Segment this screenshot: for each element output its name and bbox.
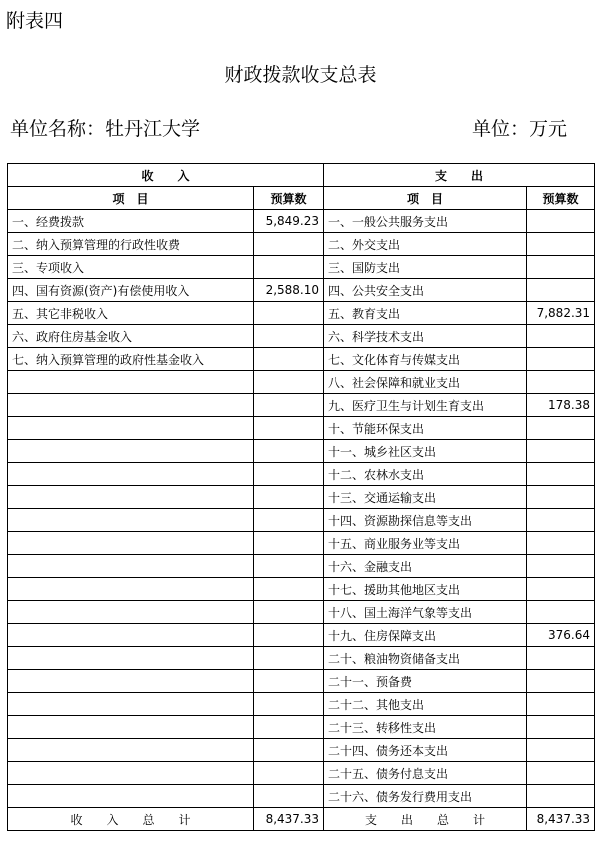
income-item-cell (8, 463, 254, 486)
expense-item-cell: 六、科学技术支出 (324, 325, 527, 348)
income-value-cell (254, 785, 324, 808)
income-value-cell (254, 555, 324, 578)
income-value-cell (254, 601, 324, 624)
expense-value-cell: 376.64 (527, 624, 595, 647)
income-item-cell: 二、纳入预算管理的行政性收费 (8, 233, 254, 256)
total-row (8, 808, 595, 831)
expense-item-cell: 四、公共安全支出 (324, 279, 527, 302)
income-value-cell (254, 233, 324, 256)
table-row (8, 693, 595, 716)
expense-item-cell: 二十一、预备费 (324, 670, 527, 693)
table-row (8, 371, 595, 394)
income-section-header: 收 入 (8, 164, 324, 187)
expense-total-label: 支 出 总 计 (324, 808, 527, 831)
expense-item-cell: 二十四、债务还本支出 (324, 739, 527, 762)
income-item-cell (8, 486, 254, 509)
income-value-cell (254, 440, 324, 463)
income-item-cell (8, 578, 254, 601)
income-item-column-header: 项 目 (8, 187, 254, 210)
table-row (8, 670, 595, 693)
expense-budget-column-header: 预算数 (527, 187, 595, 210)
income-value-cell (254, 256, 324, 279)
expense-value-cell (527, 371, 595, 394)
table-row (8, 440, 595, 463)
income-value-cell: 5,849.23 (254, 210, 324, 233)
income-item-cell (8, 509, 254, 532)
expense-value-cell (527, 210, 595, 233)
expense-item-cell: 五、教育支出 (324, 302, 527, 325)
expense-value-cell: 7,882.31 (527, 302, 595, 325)
expense-item-cell: 十八、国土海洋气象等支出 (324, 601, 527, 624)
expense-item-cell: 十二、农林水支出 (324, 463, 527, 486)
expense-item-cell: 十七、援助其他地区支出 (324, 578, 527, 601)
table-row (8, 302, 595, 325)
expense-value-cell (527, 670, 595, 693)
income-item-cell (8, 417, 254, 440)
expense-item-cell: 二十二、其他支出 (324, 693, 527, 716)
expense-value-cell (527, 417, 595, 440)
expense-item-cell: 十九、住房保障支出 (324, 624, 527, 647)
income-value-cell (254, 302, 324, 325)
income-total-label: 收 入 总 计 (8, 808, 254, 831)
income-item-cell (8, 440, 254, 463)
income-item-cell (8, 739, 254, 762)
expense-value-cell (527, 785, 595, 808)
expense-item-cell: 十四、资源勘探信息等支出 (324, 509, 527, 532)
table-row (8, 578, 595, 601)
table-row (8, 394, 595, 417)
expense-value-cell (527, 693, 595, 716)
expense-item-cell: 二十三、转移性支出 (324, 716, 527, 739)
table-row (8, 417, 595, 440)
table-row (8, 647, 595, 670)
expense-item-cell: 七、文化体育与传媒支出 (324, 348, 527, 371)
expense-value-cell (527, 578, 595, 601)
expense-item-cell: 九、医疗卫生与计划生育支出 (324, 394, 527, 417)
table-row (8, 486, 595, 509)
expense-value-cell (527, 233, 595, 256)
expense-item-cell: 二十五、债务付息支出 (324, 762, 527, 785)
budget-table (7, 163, 595, 831)
income-item-cell: 七、纳入预算管理的政府性基金收入 (8, 348, 254, 371)
unit-name: 单位名称：牡丹江大学 (10, 118, 201, 140)
table-row (8, 233, 595, 256)
income-value-cell (254, 578, 324, 601)
income-item-cell (8, 716, 254, 739)
expense-total-value: 8,437.33 (527, 808, 595, 831)
expense-item-cell: 十一、城乡社区支出 (324, 440, 527, 463)
income-value-cell (254, 394, 324, 417)
expense-item-cell: 二、外交支出 (324, 233, 527, 256)
income-value-cell (254, 532, 324, 555)
income-item-cell (8, 601, 254, 624)
expense-item-cell: 二十六、债务发行费用支出 (324, 785, 527, 808)
table-row (8, 532, 595, 555)
income-total-value: 8,437.33 (254, 808, 324, 831)
income-value-cell (254, 371, 324, 394)
expense-value-cell (527, 555, 595, 578)
income-item-cell: 五、其它非税收入 (8, 302, 254, 325)
expense-value-cell (527, 279, 595, 302)
table-row (8, 785, 595, 808)
income-item-cell (8, 647, 254, 670)
income-item-cell (8, 762, 254, 785)
table-row (8, 463, 595, 486)
income-item-cell (8, 624, 254, 647)
unit-label: 单位：万元 (471, 118, 567, 140)
expense-value-cell (527, 509, 595, 532)
table-row (8, 601, 595, 624)
expense-item-cell: 一、一般公共服务支出 (324, 210, 527, 233)
income-value-cell (254, 348, 324, 371)
expense-value-cell (527, 716, 595, 739)
income-item-cell (8, 670, 254, 693)
expense-value-cell (527, 647, 595, 670)
income-budget-column-header: 预算数 (254, 187, 324, 210)
table-row (8, 739, 595, 762)
table-row (8, 256, 595, 279)
expense-value-cell (527, 256, 595, 279)
expense-value-cell (527, 762, 595, 785)
expense-item-cell: 十五、商业服务业等支出 (324, 532, 527, 555)
expense-item-cell: 二十、粮油物资储备支出 (324, 647, 527, 670)
income-item-cell (8, 532, 254, 555)
table-row (8, 624, 595, 647)
income-value-cell (254, 417, 324, 440)
income-value-cell (254, 624, 324, 647)
expense-item-column-header: 项 目 (324, 187, 527, 210)
income-item-cell (8, 693, 254, 716)
income-item-cell: 一、经费拨款 (8, 210, 254, 233)
income-item-cell: 三、专项收入 (8, 256, 254, 279)
expense-value-cell (527, 440, 595, 463)
income-value-cell (254, 716, 324, 739)
table-body (8, 210, 595, 808)
income-item-cell (8, 555, 254, 578)
expense-value-cell (527, 463, 595, 486)
expense-item-cell: 三、国防支出 (324, 256, 527, 279)
income-item-cell: 四、国有资源(资产)有偿使用收入 (8, 279, 254, 302)
table-row (8, 348, 595, 371)
expense-item-cell: 八、社会保障和就业支出 (324, 371, 527, 394)
expense-value-cell (527, 486, 595, 509)
page-title: 财政拨款收支总表 (224, 64, 377, 86)
expense-value-cell (527, 348, 595, 371)
table-row (8, 716, 595, 739)
expense-value-cell (527, 739, 595, 762)
income-item-cell (8, 785, 254, 808)
table-row (8, 210, 595, 233)
table-row (8, 555, 595, 578)
income-value-cell (254, 693, 324, 716)
income-value-cell (254, 325, 324, 348)
income-value-cell (254, 739, 324, 762)
table-row (8, 509, 595, 532)
expense-value-cell (527, 532, 595, 555)
income-value-cell (254, 463, 324, 486)
income-value-cell (254, 509, 324, 532)
table-row (8, 325, 595, 348)
expense-item-cell: 十六、金融支出 (324, 555, 527, 578)
income-item-cell (8, 394, 254, 417)
income-item-cell: 六、政府住房基金收入 (8, 325, 254, 348)
table-row (8, 762, 595, 785)
income-value-cell (254, 762, 324, 785)
table-column-header-row (8, 187, 595, 210)
expense-section-header: 支 出 (324, 164, 595, 187)
table-row (8, 279, 595, 302)
income-value-cell: 2,588.10 (254, 279, 324, 302)
income-value-cell (254, 647, 324, 670)
income-item-cell (8, 371, 254, 394)
expense-item-cell: 十三、交通运输支出 (324, 486, 527, 509)
expense-value-cell: 178.38 (527, 394, 595, 417)
appendix-label: 附表四 (6, 10, 64, 32)
expense-item-cell: 十、节能环保支出 (324, 417, 527, 440)
income-value-cell (254, 670, 324, 693)
expense-value-cell (527, 325, 595, 348)
expense-value-cell (527, 601, 595, 624)
income-value-cell (254, 486, 324, 509)
table-section-header-row (8, 164, 595, 187)
